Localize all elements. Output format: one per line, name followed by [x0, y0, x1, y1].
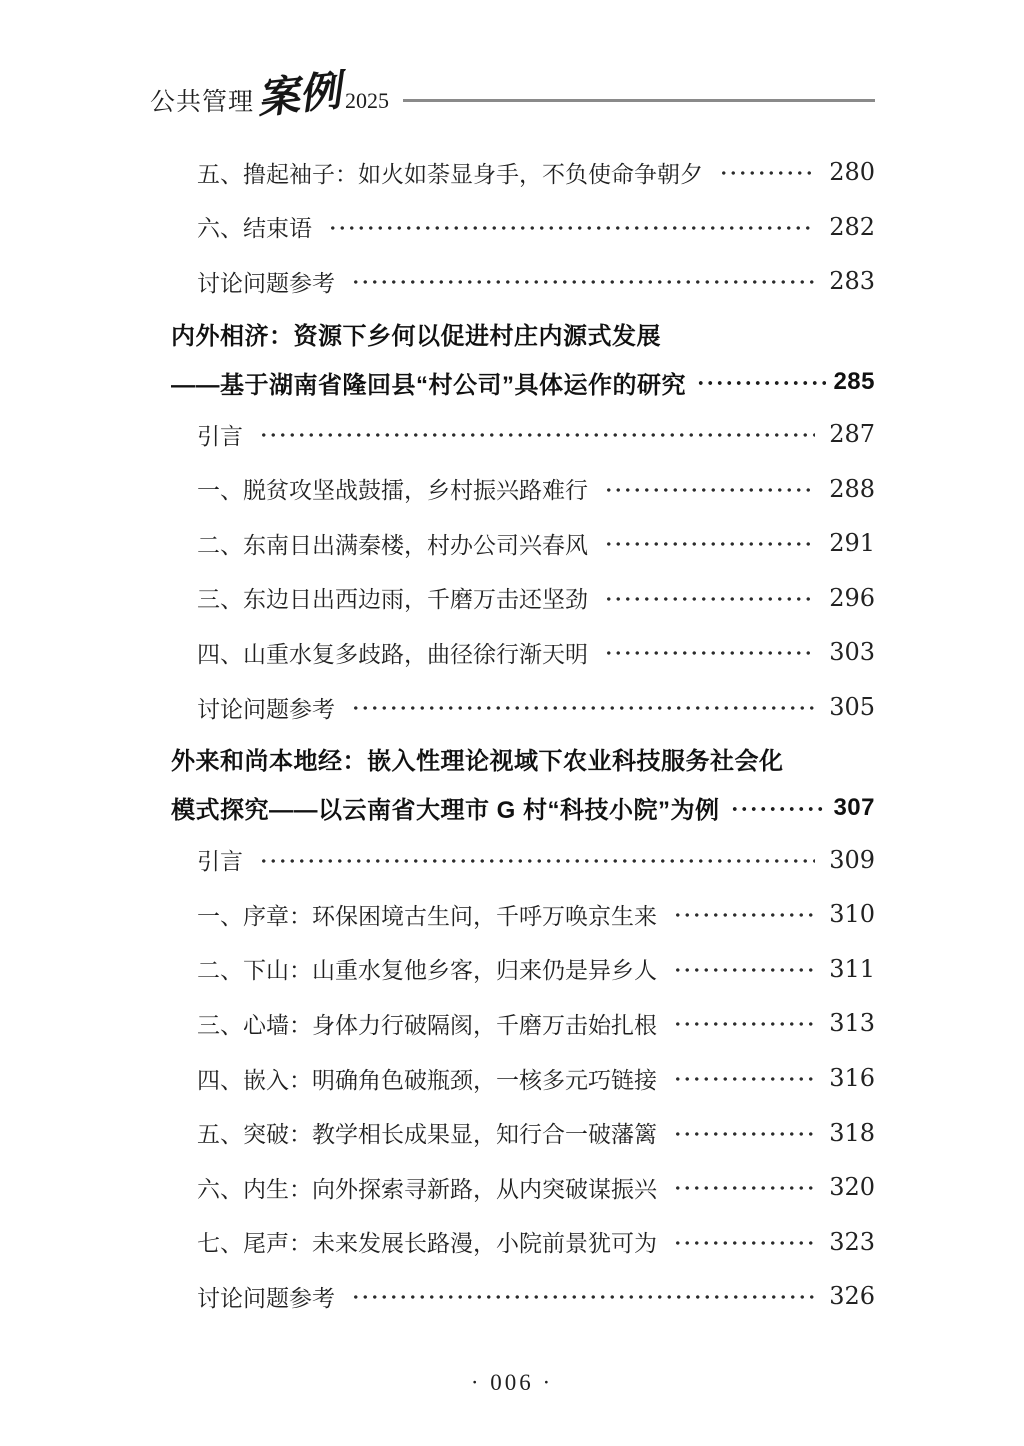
- toc-entry: [171, 254, 875, 309]
- toc-title: 讨论问题参考: [197, 270, 335, 296]
- running-head: [150, 65, 875, 142]
- dot-leader: [719, 161, 815, 185]
- toc: [171, 145, 875, 1324]
- dot-leader: [351, 270, 815, 294]
- toc-entry: [171, 1160, 875, 1215]
- dot-leader: [604, 532, 815, 556]
- toc-title: 一、序章：环保困境古生问，千呼万唤京生来: [197, 903, 657, 929]
- toc-entry: [171, 1105, 875, 1160]
- toc-page-number: 303: [829, 638, 875, 667]
- toc-page-number: 288: [829, 474, 875, 503]
- toc-page-number: 283: [829, 267, 875, 296]
- toc-entry: [171, 625, 875, 680]
- toc-page-number: 287: [829, 420, 875, 449]
- toc-title: 一、脱贫攻坚战鼓擂，乡村振兴路难行: [197, 478, 588, 504]
- toc-title: 二、东南日出满秦楼，村办公司兴春风: [197, 532, 588, 558]
- toc-section-heading: [171, 358, 875, 407]
- book-edition-year: 2025: [345, 88, 390, 113]
- toc-title: 二、下山：山重水复他乡客，归来仍是异乡人: [197, 958, 657, 984]
- dot-leader: [604, 641, 815, 665]
- toc-entry: [171, 1051, 875, 1106]
- dot-leader: [673, 1012, 815, 1036]
- toc-page-number: 282: [829, 212, 875, 241]
- dot-leader: [604, 587, 815, 611]
- toc-page-number: 316: [829, 1064, 875, 1093]
- toc-page-number: 296: [829, 583, 875, 612]
- toc-page-number: 309: [829, 845, 875, 874]
- book-series-title: 公共管理: [150, 89, 255, 116]
- toc-title: 五、撸起袖子：如火如荼显身手，不负使命争朝夕: [197, 161, 703, 187]
- dot-leader: [730, 797, 826, 821]
- toc-title: 四、嵌入：明确角色破瓶颈，一核多元巧链接: [197, 1067, 657, 1093]
- toc-title: 六、内生：向外探索寻新路，从内突破谋振兴: [197, 1176, 657, 1202]
- dot-leader: [696, 371, 826, 395]
- toc-entry: [171, 200, 875, 255]
- toc-page-number: 310: [829, 900, 875, 929]
- toc-entry: [171, 887, 875, 942]
- toc-title: 外来和尚本地经：嵌入性理论视域下农业科技服务社会化: [171, 748, 784, 776]
- folio: · 006 ·: [470, 1370, 554, 1395]
- toc-title: 七、尾声：未来发展长路漫，小院前景犹可为: [197, 1231, 657, 1257]
- toc-entry: [171, 1215, 875, 1270]
- toc-entry: [171, 1269, 875, 1324]
- toc-entry: [171, 680, 875, 735]
- toc-entry: [171, 145, 875, 200]
- dot-leader: [673, 1176, 815, 1200]
- toc-title: 三、心墙：身体力行破隔阂，千磨万击始扎根: [197, 1012, 657, 1038]
- dot-leader: [328, 216, 815, 240]
- toc-page-number: 326: [829, 1282, 875, 1311]
- dot-leader: [351, 1285, 815, 1309]
- toc-page-number: 320: [829, 1173, 875, 1202]
- toc-title: 引言: [197, 849, 243, 875]
- toc-title: 引言: [197, 423, 243, 449]
- toc-title: 三、东边日出西边雨，千磨万击还坚劲: [197, 587, 588, 613]
- dot-leader: [259, 849, 815, 873]
- toc-page-number: 313: [829, 1009, 875, 1038]
- toc-title: ——基于湖南省隆回县“村公司”具体运作的研究: [171, 371, 686, 399]
- toc-page-number: 311: [829, 954, 875, 983]
- toc-page-number: 305: [829, 693, 875, 722]
- toc-title: 四、山重水复多歧路，曲径徐行渐天明: [197, 641, 588, 667]
- toc-title: 讨论问题参考: [197, 1285, 335, 1311]
- toc-entry: [171, 832, 875, 887]
- toc-title: 模式探究——以云南省大理市 G 村“科技小院”为例: [171, 797, 720, 825]
- dot-leader: [673, 1122, 815, 1146]
- dot-leader: [351, 696, 815, 720]
- toc-page-number: 285: [833, 368, 875, 396]
- header-rule: [403, 99, 875, 102]
- book-series-calligraphy: 案例: [254, 65, 344, 124]
- toc-page-number: 291: [829, 529, 875, 558]
- toc-entry: [171, 516, 875, 571]
- toc-title: 内外相济：资源下乡何以促进村庄内源式发展: [171, 322, 661, 350]
- dot-leader: [604, 478, 815, 502]
- toc-title: 讨论问题参考: [197, 696, 335, 722]
- toc-page-number: 307: [833, 793, 875, 821]
- toc-section-heading: [171, 783, 875, 832]
- toc-entry: [171, 571, 875, 626]
- dot-leader: [673, 958, 815, 982]
- dot-leader: [259, 423, 815, 447]
- toc-title: 五、突破：教学相长成果显，知行合一破藩篱: [197, 1122, 657, 1148]
- toc-entry: [171, 996, 875, 1051]
- dot-leader: [673, 1067, 815, 1091]
- toc-page-number: 280: [829, 158, 875, 187]
- toc-title: 六、结束语: [197, 216, 312, 242]
- dot-leader: [673, 1231, 815, 1255]
- toc-page-number: 323: [829, 1227, 875, 1256]
- toc-entry: [171, 407, 875, 462]
- toc-page-number: 318: [829, 1118, 875, 1147]
- toc-entry: [171, 461, 875, 516]
- dot-leader: [673, 903, 815, 927]
- toc-section-heading: [171, 734, 875, 783]
- toc-entry: [171, 942, 875, 997]
- toc-section-heading: [171, 309, 875, 358]
